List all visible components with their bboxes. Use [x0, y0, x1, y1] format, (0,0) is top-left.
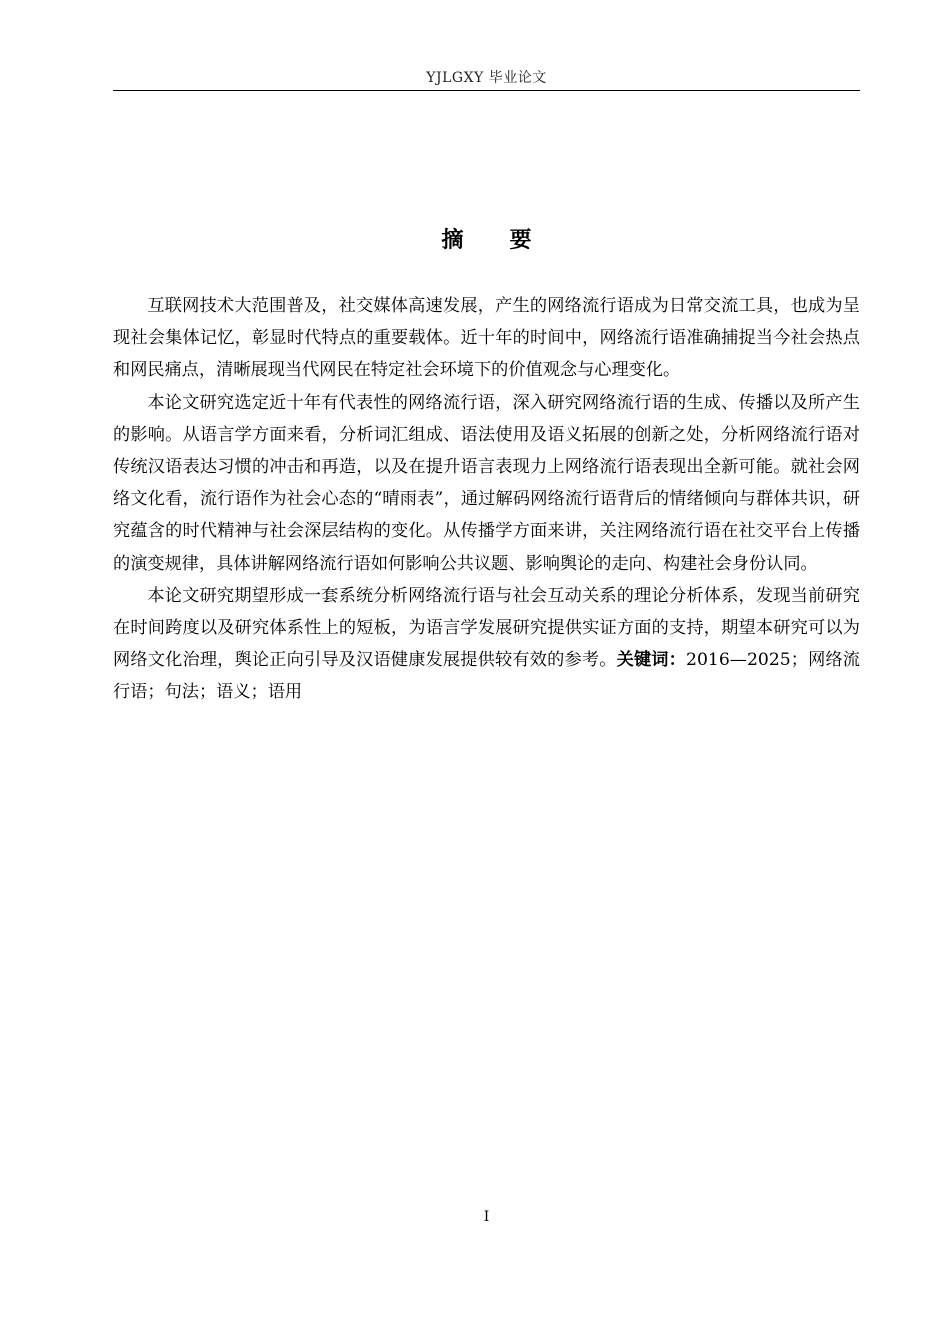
page-header: YJLGXY 毕业论文	[426, 70, 547, 86]
abstract-paragraph-1: 互联网技术大范围普及，社交媒体高速发展，产生的网络流行语成为日常交流工具，也成为呈现社会集体记忆，彰显时代特点的重要载体。近十年的时间中，网络流行语准确捕捉当今社会热点和网民痛点，清晰展现当代网民在特定社会环境下的价值观念与心理变化。	[113, 296, 860, 381]
header-divider	[113, 90, 860, 91]
keywords-label: 关键词：	[616, 650, 687, 671]
keywords-value: 2016—2025；网络流行语；句法；语义；语用	[113, 650, 860, 703]
abstract-paragraph-3	[113, 580, 860, 709]
abstract-title	[113, 226, 860, 256]
abstract-title-char-1: 摘	[441, 228, 464, 253]
abstract-title-char-2: 要	[509, 228, 532, 253]
page-number: I	[483, 1209, 490, 1225]
abstract-paragraph-3-text: 本论文研究期望形成一套系统分析网络流行语与社会互动关系的理论分析体系，发现当前研究在时间跨度以及研究体系性上的短板，为语言学发展研究提供实证方面的支持，期望本研究可以为网络文化治理，舆论正向引导及汉语健康发展提供较有效的参考。	[113, 585, 860, 671]
abstract-body	[113, 290, 860, 709]
abstract-paragraph-2: 本论文研究选定近十年有代表性的网络流行语，深入研究网络流行语的生成、传播以及所产生的影响。从语言学方面来看，分析词汇组成、语法使用及语义拓展的创新之处，分析网络流行语对传统汉语表达习惯的冲击和再造，以及在提升语言表现力上网络流行语表现出全新可能。就社会网络文化看，流行语作为社会心态的“晴雨表”，通过解码网络流行语背后的情绪倾向与群体共识，研究蕴含的时代精神与社会深层结构的变化。从传播学方面来讲，关注网络流行语在社交平台上传播的演变规律，具体讲解网络流行语如何影响公共议题、影响舆论的走向、构建社会身份认同。	[113, 392, 860, 574]
